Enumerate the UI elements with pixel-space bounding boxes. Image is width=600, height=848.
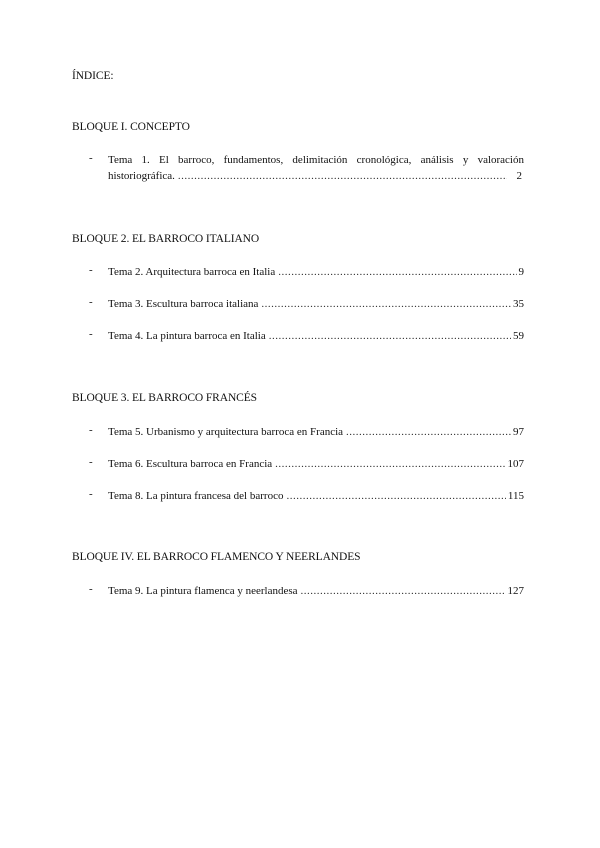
toc-entry-title: Tema 2. Arquitectura barroca en Italia (108, 266, 276, 278)
toc-page-number: 97 (513, 426, 524, 438)
toc-entry-tema-3[interactable] (108, 296, 524, 312)
toc-entry-title: Tema 4. La pintura barroca en Italia (108, 330, 266, 342)
toc-entry-title-line-2: historiográfica. (108, 170, 175, 182)
dot-leader (278, 264, 516, 280)
list-dash: - (89, 296, 93, 308)
toc-entry-tema-1[interactable] (108, 152, 524, 184)
toc-entry-title: Tema 6. Escultura barroca en Francia (108, 458, 273, 470)
toc-entry-tema-6[interactable] (108, 456, 524, 472)
toc-page-number: 107 (507, 458, 524, 470)
dot-leader (275, 456, 505, 472)
dot-leader (261, 296, 511, 312)
toc-entry-tema-5[interactable] (108, 424, 524, 440)
toc-entry-title-line-1: Tema 1. El barroco, fundamentos, delimitación cronológica, análisis y valoración (108, 154, 524, 166)
list-dash: - (89, 152, 93, 164)
bloque-4-heading: BLOQUE IV. EL BARROCO FLAMENCO Y NEERLANDES (72, 551, 361, 563)
dot-leader (286, 488, 505, 504)
toc-page-number: 35 (513, 298, 524, 310)
toc-entry-title: Tema 9. La pintura flamenca y neerlandesa (108, 585, 298, 597)
toc-page-number: 127 (507, 585, 524, 597)
toc-entry-tema-2[interactable] (108, 264, 524, 280)
list-dash: - (89, 583, 93, 595)
toc-page-number: 2 (516, 170, 522, 182)
toc-entry-title: Tema 3. Escultura barroca italiana (108, 298, 259, 310)
bloque-3-heading: BLOQUE 3. EL BARROCO FRANCÉS (72, 392, 257, 404)
toc-entry-tema-8[interactable] (108, 488, 524, 504)
toc-page-number: 9 (518, 266, 524, 278)
toc-page-number: 59 (513, 330, 524, 342)
bloque-1-heading: BLOQUE I. CONCEPTO (72, 121, 190, 133)
list-dash: - (89, 264, 93, 276)
toc-entry-title: Tema 5. Urbanismo y arquitectura barroca en Francia (108, 426, 344, 438)
list-dash: - (89, 456, 93, 468)
dot-leader (301, 583, 506, 599)
toc-entry-tema-9[interactable] (108, 583, 524, 599)
toc-page-number: 115 (507, 490, 524, 502)
toc-entry-tema-4[interactable] (108, 328, 524, 344)
toc-entry-title: Tema 8. La pintura francesa del barroco (108, 490, 284, 502)
dot-leader (269, 328, 511, 344)
index-title: ÍNDICE: (72, 70, 114, 82)
dot-leader (178, 168, 507, 184)
list-dash: - (89, 424, 93, 436)
list-dash: - (89, 488, 93, 500)
dot-leader (346, 424, 511, 440)
list-dash: - (89, 328, 93, 340)
bloque-2-heading: BLOQUE 2. EL BARROCO ITALIANO (72, 233, 260, 245)
